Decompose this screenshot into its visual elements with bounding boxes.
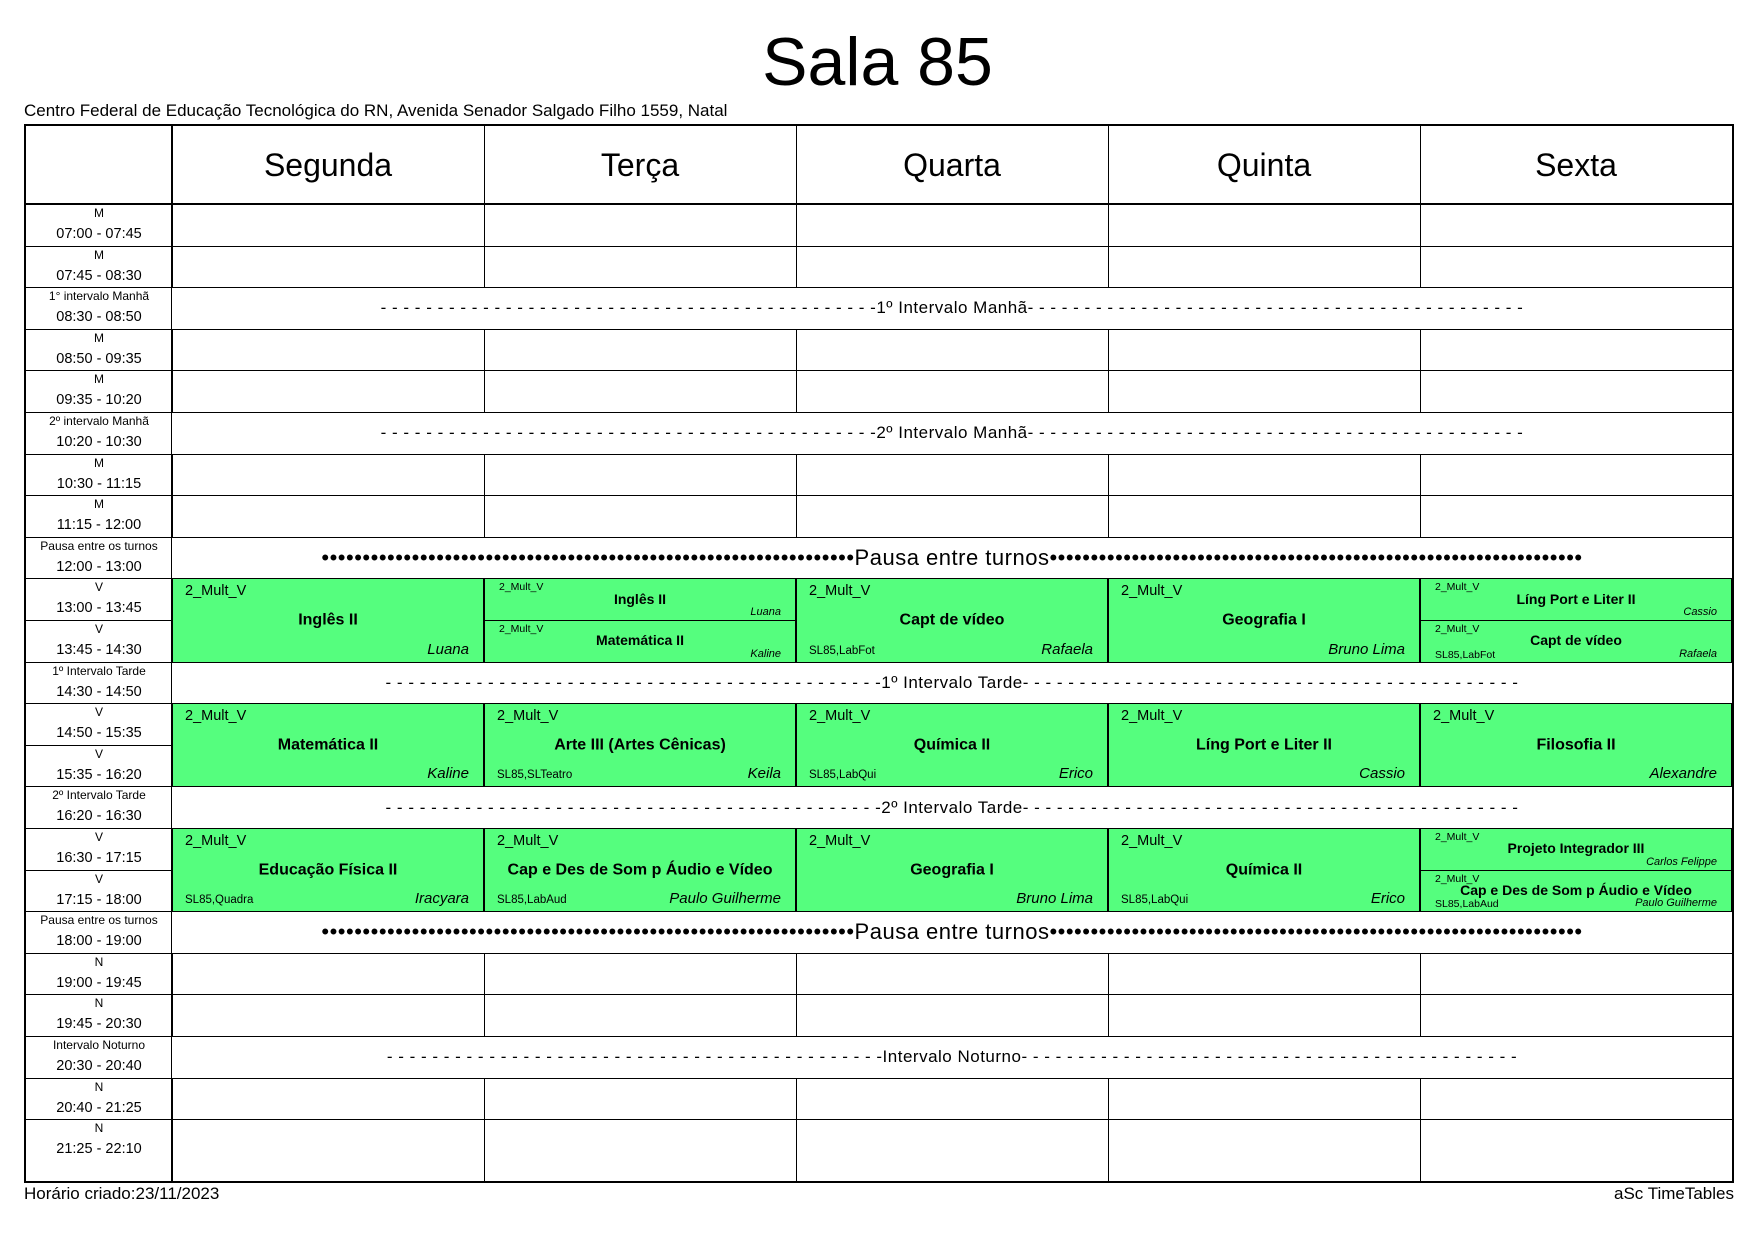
lesson-room: SL85,LabQui [809,769,877,782]
period-time: 14:30 - 14:50 [56,683,142,700]
lesson-teacher: Rafaela [1041,640,1093,658]
period-name: V [94,830,103,844]
break-label: 1º Intervalo Manhã [876,298,1028,318]
lesson-teacher: Kaline [750,647,781,660]
break-fill: - - - - - - - - - - - - - - - - - - - - - - - - - - - - - - - - - - - - - - - - - - - - [1027,298,1524,318]
period-name: M [94,206,104,220]
lesson-card[interactable] [1421,829,1732,871]
break-fill: - - - - - - - - - - - - - - - - - - - - - - - - - - - - - - - - - - - - - - - - - - - - [1022,672,1519,692]
lesson-layer [26,126,1732,1181]
lesson-subject: Líng Port e Liter II [1195,736,1332,754]
lesson-room: SL85,LabAud [497,894,567,907]
break-label: Intervalo Noturno [882,1047,1022,1067]
period-time: 19:00 - 19:45 [56,974,142,991]
page-title: Sala 85 [762,24,993,100]
period-name: Pausa entre os turnos [40,913,158,928]
period-name: V [94,746,103,761]
period-name: V [94,705,103,720]
lesson-teacher: Paulo Guilherme [1635,897,1717,910]
break-fill: ••••••••••••••••••••••••••••••••••••••••••••••••••••••••••••••••• [1049,919,1583,945]
lesson-subject: Química II [913,736,991,754]
period-time: 08:30 - 08:50 [56,309,142,326]
lesson-class: 2_Mult_V [809,708,871,725]
period-time: 19:45 - 20:30 [56,1016,142,1033]
break-fill: - - - - - - - - - - - - - - - - - - - - - - - - - - - - - - - - - - - - - - - - - - - - [385,672,882,692]
day-header-2: Quarta [903,146,1001,183]
lesson-subject: Geografia I [910,861,994,879]
break-fill: - - - - - - - - - - - - - - - - - - - - - - - - - - - - - - - - - - - - - - - - - - - - [385,797,882,817]
lesson-card[interactable] [797,704,1108,787]
break-fill: - - - - - - - - - - - - - - - - - - - - - - - - - - - - - - - - - - - - - - - - - - - - [1021,1047,1518,1067]
period-time: 16:30 - 17:15 [56,850,142,866]
lesson-subject: Matemática II [277,736,379,754]
period-name: N [94,954,104,969]
lesson-teacher: Erico [1370,890,1405,908]
break-label: 1º Intervalo Tarde [881,672,1023,692]
period-name: V [94,871,103,886]
period-name: M [94,372,104,387]
period-name: M [94,497,104,512]
lesson-teacher: Alexandre [1649,765,1717,783]
lesson-teacher: Keila [747,765,781,783]
lesson-subject: Inglês II [298,611,358,629]
day-header-4: Sexta [1535,146,1617,183]
break-fill: - - - - - - - - - - - - - - - - - - - - - - - - - - - - - - - - - - - - - - - - - - - - [380,298,877,318]
period-name: 2º Intervalo Tarde [52,788,146,803]
period-name: 1° intervalo Manhã [48,289,150,304]
day-header-1: Terça [600,146,680,183]
period-time: 13:00 - 13:45 [56,600,142,617]
lesson-class: 2_Mult_V [1435,831,1480,843]
break-fill: - - - - - - - - - - - - - - - - - - - - - - - - - - - - - - - - - - - - - - - - - - - - [380,423,877,443]
period-name: V [94,580,103,595]
lesson-room: SL85,LabQui [1121,894,1189,907]
lesson-class: 2_Mult_V [1435,581,1480,594]
period-time: 20:30 - 20:40 [56,1058,142,1074]
period-time: 12:00 - 13:00 [56,558,142,575]
period-name: N [94,996,104,1011]
lesson-class: 2_Mult_V [1121,708,1183,725]
day-header-3: Quinta [1216,146,1312,183]
break-fill: ••••••••••••••••••••••••••••••••••••••••••••••••••••••••••••••••• [321,545,855,571]
period-name: 2º intervalo Manhã [49,414,149,428]
lesson-room: SL85,LabFot [809,644,875,657]
period-time: 08:50 - 09:35 [56,350,142,367]
period-time: 07:00 - 07:45 [56,226,142,242]
break-label: Pausa entre turnos [854,919,1050,945]
lesson-teacher: Bruno Lima [1016,890,1093,908]
lesson-teacher: Luana [750,605,781,618]
lesson-subject: Capt de vídeo [899,611,1005,629]
period-name: N [94,1121,104,1136]
lesson-subject: Cap e Des de Som p Áudio e Vídeo [507,861,773,879]
day-header-0: Segunda [263,146,393,183]
lesson-card[interactable] [1109,704,1420,787]
lesson-teacher: Luana [427,640,469,658]
lesson-subject: Capt de vídeo [1530,632,1622,649]
lesson-class: 2_Mult_V [185,833,247,849]
lesson-subject: Geografia I [1222,611,1306,629]
lesson-card[interactable] [797,579,1108,662]
lesson-card[interactable] [1421,871,1732,913]
lesson-class: 2_Mult_V [809,583,871,600]
lesson-class: 2_Mult_V [499,623,544,635]
lesson-class: 2_Mult_V [1121,833,1183,849]
lesson-card[interactable] [173,829,484,912]
software-credit: aSc TimeTables [1614,1184,1734,1203]
lesson-subject: Inglês II [613,590,667,607]
period-time: 09:35 - 10:20 [56,392,142,409]
period-name: V [94,622,103,636]
lesson-class: 2_Mult_V [1435,623,1480,635]
period-time: 21:25 - 22:10 [56,1141,142,1158]
lesson-subject: Química II [1225,861,1303,879]
lesson-class: 2_Mult_V [499,581,544,594]
period-time: 20:40 - 21:25 [56,1099,142,1116]
lesson-class: 2_Mult_V [185,583,247,600]
lesson-teacher: Cassio [1359,765,1405,783]
lesson-class: 2_Mult_V [497,708,559,725]
lesson-card[interactable] [1421,621,1732,663]
lesson-subject: Filosofia II [1536,736,1616,754]
period-name: M [94,330,104,345]
lesson-teacher: Iracyara [414,890,469,908]
lesson-room: SL85,LabAud [1435,898,1499,911]
lesson-class: 2_Mult_V [1433,708,1495,725]
lesson-teacher: Cassio [1683,605,1717,618]
period-time: 13:45 - 14:30 [56,642,142,658]
created-date: Horário criado:23/11/2023 [24,1184,220,1203]
lesson-subject: Projeto Integrador III [1507,840,1645,857]
break-label: Pausa entre turnos [854,545,1050,571]
lesson-card[interactable] [485,579,796,621]
lesson-card[interactable] [173,704,484,787]
lesson-subject: Matemática II [596,632,684,649]
timetable-grid [24,124,1734,1183]
lesson-class: 2_Mult_V [497,833,559,849]
period-time: 10:20 - 10:30 [56,434,142,450]
lesson-class: 2_Mult_V [1435,872,1480,885]
lesson-card[interactable] [485,829,796,912]
period-name: Pausa entre os turnos [40,538,158,553]
lesson-teacher: Paulo Guilherme [669,890,781,908]
lesson-card[interactable] [1109,829,1420,912]
lesson-class: 2_Mult_V [809,833,871,849]
lesson-subject: Líng Port e Liter II [1516,590,1636,607]
lesson-card[interactable] [173,579,484,662]
lesson-subject: Educação Física II [258,861,398,879]
school-address: Centro Federal de Educação Tecnológica do RN, Avenida Senador Salgado Filho 1559, Natal [24,101,728,120]
break-fill: ••••••••••••••••••••••••••••••••••••••••••••••••••••••••••••••••• [1049,545,1583,571]
lesson-teacher: Erico [1058,765,1093,783]
lesson-class: 2_Mult_V [185,708,247,725]
lesson-card[interactable] [485,704,796,787]
break-label: 2º Intervalo Manhã [876,423,1028,443]
lesson-subject: Arte III (Artes Cênicas) [554,736,726,754]
break-fill: - - - - - - - - - - - - - - - - - - - - - - - - - - - - - - - - - - - - - - - - - - - - [1022,797,1519,817]
period-name: Intervalo Noturno [52,1038,146,1052]
period-name: M [94,455,104,470]
lesson-teacher: Rafaela [1679,647,1717,660]
lesson-room: SL85,Quadra [185,894,254,907]
period-time: 07:45 - 08:30 [56,267,142,284]
lesson-card[interactable] [1421,579,1732,621]
period-name: N [94,1079,104,1094]
period-time: 16:20 - 16:30 [56,808,142,825]
lesson-card[interactable] [1421,704,1732,787]
break-fill: - - - - - - - - - - - - - - - - - - - - - - - - - - - - - - - - - - - - - - - - - - - - [1027,423,1524,443]
lesson-card[interactable] [1109,579,1420,662]
lesson-teacher: Carlos Felippe [1646,855,1717,868]
period-time: 11:15 - 12:00 [56,517,142,534]
lesson-room: SL85,LabFot [1435,648,1496,661]
period-time: 18:00 - 19:00 [56,933,142,950]
period-name: 1º Intervalo Tarde [52,663,146,678]
lesson-card[interactable] [485,621,796,663]
lesson-room: SL85,SLTeatro [497,769,573,782]
lesson-class: 2_Mult_V [1121,583,1183,600]
period-time: 14:50 - 15:35 [56,725,142,742]
period-time: 17:15 - 18:00 [56,891,142,908]
lesson-subject: Cap e Des de Som p Áudio e Vídeo [1460,881,1692,898]
lesson-teacher: Kaline [427,765,469,783]
lesson-teacher: Bruno Lima [1328,640,1405,658]
period-time: 15:35 - 16:20 [56,766,142,783]
break-fill: - - - - - - - - - - - - - - - - - - - - - - - - - - - - - - - - - - - - - - - - - - - - [386,1047,883,1067]
period-name: M [94,247,104,262]
lesson-card[interactable] [797,829,1108,912]
break-label: 2º Intervalo Tarde [881,797,1023,817]
break-fill: ••••••••••••••••••••••••••••••••••••••••••••••••••••••••••••••••• [321,919,855,945]
period-time: 10:30 - 11:15 [56,475,142,492]
